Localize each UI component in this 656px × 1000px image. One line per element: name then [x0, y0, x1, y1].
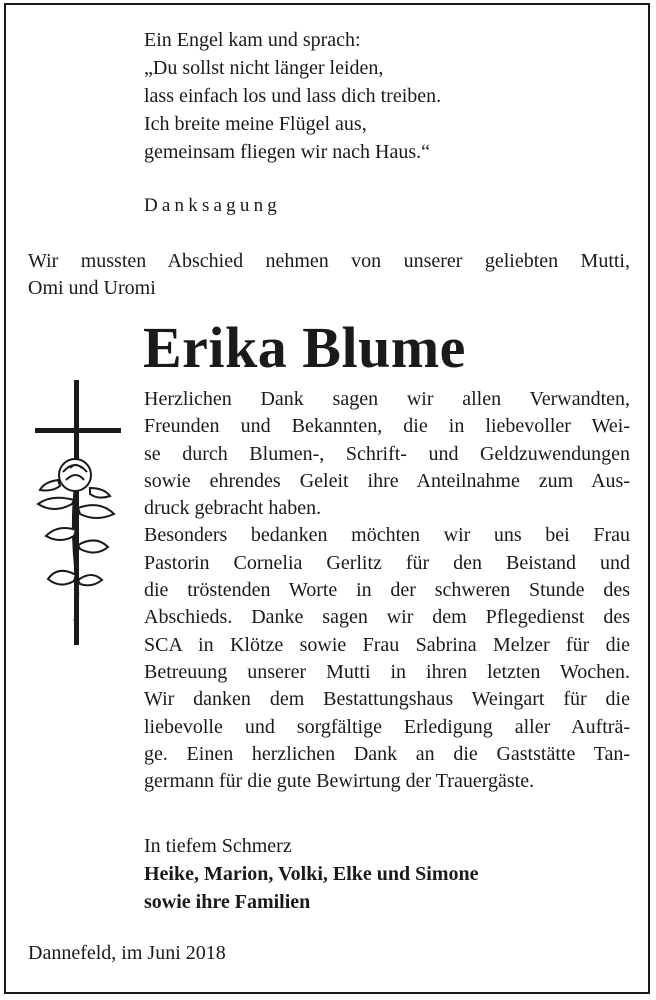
intro-text	[28, 248, 630, 302]
text-line: Pastorin Cornelia Gerlitz für den Beistand und	[144, 551, 630, 574]
text-line: liebevolle und sorgfältige Erledigung aller Aufträ-	[144, 715, 630, 738]
deceased-name: Erika Blume	[143, 315, 466, 380]
poem-line: Ich breite meine Flügel aus,	[144, 113, 367, 135]
signature-block	[144, 832, 479, 916]
intro-line: Wir mussten Abschied nehmen von unserer geliebten Mutti,	[28, 250, 630, 272]
text-line: Besonders bedanken möchten wir uns bei Frau	[144, 524, 630, 547]
text-line: Wir danken dem Bestattungshaus Weingart für die	[144, 688, 630, 711]
text-line: SCA in Klötze sowie Frau Sabrina Melzer für die	[144, 633, 630, 656]
mourner-names: Heike, Marion, Volki, Elke und Simone	[144, 863, 479, 885]
poem-line: gemeinsam fliegen wir nach Haus.“	[144, 141, 431, 163]
intro-line: Omi und Uromi	[28, 277, 156, 299]
text-line: Herzlichen Dank sagen wir allen Verwandten,	[144, 388, 630, 410]
text-line: sowie ehrendes Geleit ihre Anteilnahme zum Aus-	[144, 469, 630, 492]
mourner-families: sowie ihre Familien	[144, 891, 311, 913]
text-line: druck gebracht haben.	[144, 497, 322, 520]
closing-phrase: In tiefem Schmerz	[144, 835, 292, 857]
text-line: Betreuung unserer Mutti in ihren letzten Wochen.	[144, 660, 630, 683]
text-line: Freunden und Bekannten, die in liebevoller Wei-	[144, 415, 630, 438]
text-line: se durch Blumen-, Schrift- und Geldzuwendungen	[144, 442, 630, 465]
text-line: germann für die gute Bewirtung der Trauergäste.	[144, 770, 535, 793]
cross-with-rose-icon	[30, 380, 126, 650]
text-line: die tröstenden Worte in der schweren Stunde des	[144, 579, 630, 602]
place-and-date: Dannefeld, im Juni 2018	[28, 942, 226, 964]
acknowledgement-text	[144, 386, 630, 795]
poem	[144, 26, 441, 166]
poem-line: Ein Engel kam und sprach:	[144, 29, 361, 51]
poem-line: „Du sollst nicht länger leiden,	[144, 57, 384, 79]
text-line: ge. Einen herzlichen Dank an die Gaststätte Tan-	[144, 742, 630, 765]
text-line: Abschieds. Danke sagen wir dem Pflegedienst des	[144, 606, 630, 629]
thanks-heading: Danksagung	[144, 195, 281, 216]
poem-line: lass einfach los und lass dich treiben.	[144, 85, 442, 107]
